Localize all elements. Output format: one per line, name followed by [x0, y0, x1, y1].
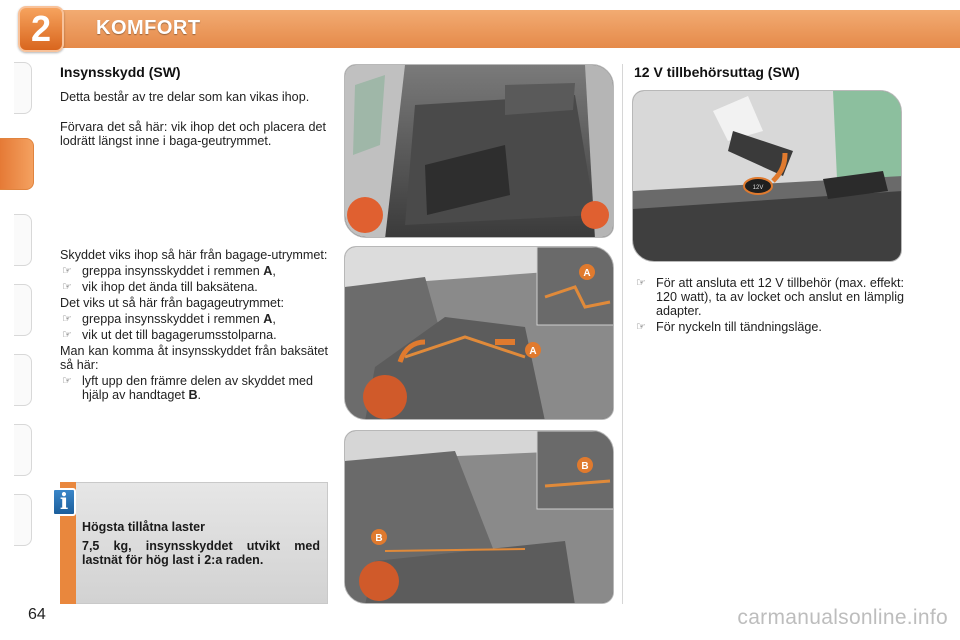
- pointing-hand-icon: ☞: [62, 375, 72, 387]
- intro-paragraph-2: Förvara det så här: vik ihop det och placera det lodrätt längst inne i baga-geutrymmet.: [60, 120, 326, 148]
- instruction-tail: ,: [272, 312, 276, 326]
- socket-instruction-text: För att ansluta ett 12 V tillbehör (max. effekt: 120 watt), ta av locket och anslut en lämplig adapter.: [656, 276, 904, 318]
- instruction-bullet: [60, 374, 328, 402]
- instruction-text-line: Skyddet viks ihop så här från bagage-utrymmet:: [60, 248, 328, 262]
- socket-instruction-bullet: [634, 276, 904, 318]
- label-b-main: B: [375, 533, 383, 544]
- info-icon: i: [52, 488, 76, 516]
- part-label: A: [263, 312, 273, 326]
- spacer: [60, 402, 328, 404]
- chapter-side-tabs: [0, 62, 34, 582]
- column-divider: [622, 64, 623, 604]
- pointing-hand-icon: ☞: [636, 277, 646, 289]
- pointing-hand-icon: ☞: [62, 313, 72, 325]
- socket-instructions-list: [634, 276, 904, 336]
- page-number: 64: [28, 606, 46, 623]
- instruction-tail: ,: [272, 264, 276, 278]
- pointing-hand-icon: ☞: [62, 329, 72, 341]
- instruction-text: greppa insynsskyddet i remmen: [82, 264, 264, 278]
- instruction-text-line: Man kan komma åt insynsskyddet från baksätet så här:: [60, 344, 328, 372]
- socket-instruction-text: För nyckeln till tändningsläge.: [656, 320, 822, 334]
- info-box-title: Högsta tillåtna laster: [82, 520, 205, 534]
- side-tab-6[interactable]: [14, 424, 32, 476]
- chapter-title: KOMFORT: [96, 17, 201, 39]
- spacer: [634, 334, 904, 336]
- part-label: A: [263, 264, 273, 278]
- instruction-bullet: [60, 328, 328, 342]
- instruction-tail: .: [197, 388, 202, 402]
- trunk-photo: [344, 64, 614, 238]
- info-box-text: 7,5 kg, insynsskyddet utvikt med lastnät för hög last i 2:a raden.: [82, 539, 320, 567]
- cover-handle-illustration-b: [344, 430, 614, 604]
- side-tab-7[interactable]: [14, 494, 32, 546]
- instruction-bullet: [60, 312, 328, 326]
- cover-fold-illustration-a: [344, 246, 614, 420]
- pointing-hand-icon: ☞: [62, 265, 72, 277]
- side-tab-4[interactable]: [14, 284, 32, 336]
- side-tab-1[interactable]: [14, 62, 32, 114]
- socket-photo: [632, 90, 902, 262]
- section-heading-12v: 12 V tillbehörsuttag (SW): [634, 64, 800, 80]
- pointing-hand-icon: ☞: [62, 281, 72, 293]
- part-label: B: [188, 388, 198, 402]
- side-tab-3[interactable]: [14, 214, 32, 266]
- intro-paragraph-1: Detta består av tre delar som kan vikas ihop.: [60, 90, 310, 104]
- watermark: carmanualsonline.info: [737, 606, 948, 629]
- instruction-text: vik ihop det ända till baksätena.: [82, 280, 258, 294]
- instruction-bullet: [60, 264, 328, 278]
- header-top-strip: [0, 0, 960, 10]
- instruction-text: greppa insynsskyddet i remmen: [82, 312, 264, 326]
- pointing-hand-icon: ☞: [636, 321, 646, 333]
- socket-instruction-bullet: [634, 320, 904, 334]
- section-heading-insynsskydd: Insynsskydd (SW): [60, 64, 181, 80]
- socket-label: 12V: [752, 185, 764, 191]
- instruction-bullet: [60, 280, 328, 294]
- instruction-text: vik ut det till bagagerumsstolparna.: [82, 328, 277, 342]
- chapter-number-badge: 2: [18, 6, 64, 52]
- instruction-text-line: Det viks ut så här från bagageutrymmet:: [60, 296, 284, 310]
- instruction-text: lyft upp den främre delen av skyddet med hjälp av handtaget: [82, 374, 314, 402]
- page-header: [0, 0, 960, 52]
- instructions-list: [60, 248, 328, 404]
- side-tab-2-active[interactable]: [0, 138, 34, 190]
- label-a-main: A: [529, 346, 537, 357]
- label-a-top: A: [583, 268, 591, 279]
- side-tab-5[interactable]: [14, 354, 32, 406]
- label-b-top: B: [581, 461, 589, 472]
